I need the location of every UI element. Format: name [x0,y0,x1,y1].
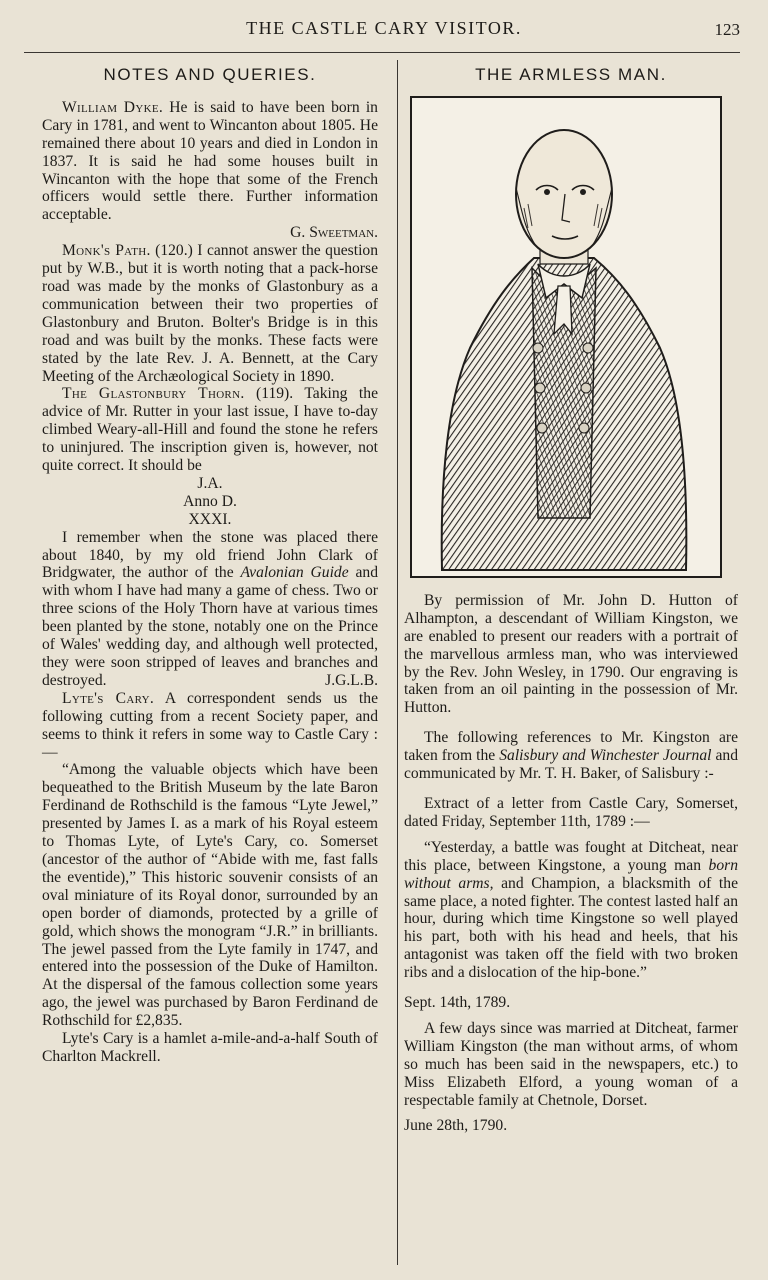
date-june-1790: June 28th, 1790. [404,1117,508,1135]
inscription-line: Anno D. [183,492,237,510]
inscription-line: XXXI. [188,510,232,528]
page-header [0,14,768,44]
lytes-cary-lead: Lyte's Cary. [62,689,155,707]
notes-and-queries-title: NOTES AND QUERIES. [103,65,317,84]
armless-man-title: THE ARMLESS MAN. [475,65,667,84]
right-column [404,66,738,1135]
lytes-cary-text: A correspondent sends us the following cutting from a recent Society paper, and seems to think it refers in some way to Castle Cary :— [42,689,378,761]
armless-man-intro: By permission of Mr. John D. Hutton of Alhampton, a descendant of William Kingston, we are enabled to present our readers with a portrait of the marvellous armless man, who was interviewed by the Rev. John Wesley, in 1790. Our engraving is taken from an oil painting in the possession of Mr. Hutton. [404,591,738,717]
thorn-memory-paragraph [42,529,378,690]
lytes-cary-paragraph [42,690,378,762]
extract-paragraph: Extract of a letter from Castle Cary, Somerset, dated Friday, September 11th, 1789 :— [404,794,738,830]
william-dyke-lead: William Dyke. [62,98,164,116]
references-paragraph [404,729,738,783]
header-rule [24,52,740,53]
thorn-signature: J.G.L.B. [325,671,378,689]
battle-text: “Yesterday, a battle was fought at Ditcheat, near this place, between Kingstone, a young man [404,838,738,874]
portrait-illustration [412,98,716,572]
dyke-signature: G. Sweetman. [290,224,378,242]
born-without-arms: born without arms, [404,856,738,892]
running-title: THE CASTLE CARY VISITOR. [246,18,522,38]
lytes-cary-closing: Lyte's Cary is a hamlet a-mile-and-a-half South of Charlton Mackrell. [42,1030,378,1065]
page-number: 123 [714,20,740,39]
monks-path-text: (120.) I cannot answer the question put by W.B., but it is worth noting that a pack-horse road was made by the monks of Glastonbury as a communication between their two properties of Glastonbury and Bruton. Bolter's Bridge is in this road and was built by the monks. These facts were stated by the late Rev. J. A. Bennett, at the Cary Meeting of the Archæological Society in 1890. [42,242,378,385]
column-divider [397,60,398,1265]
journal-title: Salisbury and Winchester Journal [499,747,712,765]
monks-path-paragraph [42,242,378,385]
thorn-memory-text: I remember when the stone was placed there about 1840, by my old friend John Clark of Bridgwater, the author of the [42,528,378,582]
avalonian-guide-title: Avalonian Guide [240,564,349,582]
glastonbury-thorn-paragraph [42,385,378,475]
lyte-jewel-quote: “Among the valuable objects which have been bequeathed to the British Museum by the late Baron Ferdinand de Rothschild is the famous “Lyte Jewel,” presented by James I. as a mark of his Royal esteem to Thomas Lyte, of Lyte's Cary, co. Somerset (ancestor of the author of “Abide with me, fast falls the eventide),” This historic souvenir consists of an oval miniature of its Royal donor, surrounded by an open border of diamonds, protected by a grille of gold, which shows the monogram “J.R.” in brilliants. The jewel passed from the Lyte family in 1747, and entered into the possession of the Duke of Hamilton. At the dispersal of the famous collection some years ago, the jewel was purchased by Baron Ferdinand de Rothschild for £2,835. [42,761,378,1030]
references-text: The following references to Mr. Kingston are taken from the [404,729,738,765]
william-dyke-paragraph [42,99,378,224]
glastonbury-thorn-lead: The Glastonbury Thorn. [62,385,245,403]
monks-path-lead: Monk's Path. [62,242,151,260]
references-text: and communicated by Mr. T. H. Baker, of Salisbury :- [404,747,739,783]
battle-paragraph [404,839,738,982]
armless-man-portrait [410,96,722,578]
glastonbury-thorn-text: (119). Taking the advice of Mr. Rutter in your last issue, I have to-day climbed Weary-all-Hill and found the stone he refers to uninjured. The inscription given is, however, not quite correct. It should be [42,385,378,475]
marriage-paragraph: A few days since was married at Ditcheat, farmer William Kingston (the man without arms, of whom so much has been said in the newspapers, etc.) to Miss Elizabeth Elford, a young woman of a respectable family at Chetnole, Dorset. [404,1019,738,1109]
date-sept-1789: Sept. 14th, 1789. [404,994,511,1012]
inscription-line: J.A. [197,474,223,492]
thorn-memory-text: and with whom I have had many a game of chess. Two or three scions of the Holy Thorn have at various times been planted by the stone, notably one on the Prince of Wales' wedding day, and although well protected, they were soon stripped of leaves and branches and destroyed. [42,564,378,689]
battle-text: and Champion, a blacksmith of the same place, a noted fighter. The contest lasted half an hour, during which time Kingstone so well played his part, both with his head and heels, that his antagonist was taken off the field with two broken ribs and a dislocation of the hip-bone.” [404,874,738,982]
left-column [42,66,378,1066]
william-dyke-text: He is said to have been born in Cary in 1781, and went to Wincanton about 1805. He remained there about 10 years and died in London in 1837. It is said he had some houses built in Wincanton with the hope that some of the French officers would settle there. Further information acceptable. [42,98,378,224]
